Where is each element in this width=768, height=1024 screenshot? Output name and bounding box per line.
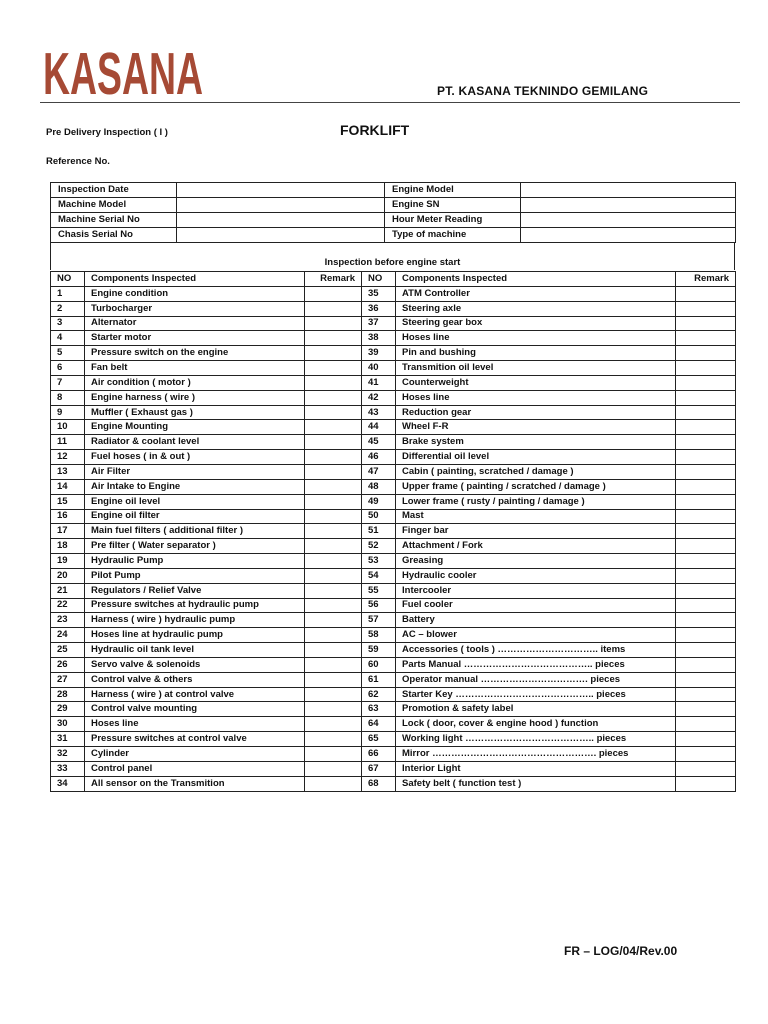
component-name: Cylinder [85,747,305,762]
item-number: 22 [51,598,85,613]
component-name: Servo valve & solenoids [85,657,305,672]
component-name: Pressure switches at control valve [85,732,305,747]
remark-field[interactable] [676,301,736,316]
checklist-body [51,286,736,791]
item-number: 1 [51,286,85,301]
component-name: AC – blower [396,628,676,643]
remark-field[interactable] [305,761,362,776]
component-name: Air Filter [85,464,305,479]
item-number: 16 [51,509,85,524]
component-name: Turbocharger [85,301,305,316]
component-name: Pressure switches at hydraulic pump [85,598,305,613]
item-number: 53 [362,554,396,569]
checklist-row [51,687,736,702]
item-number: 18 [51,539,85,554]
remark-field[interactable] [676,435,736,450]
checklist-row [51,331,736,346]
checklist-row [51,286,736,301]
info-value-field[interactable] [521,227,736,242]
remark-field[interactable] [305,331,362,346]
component-name: Wheel F-R [396,420,676,435]
column-header-component: Components Inspected [85,272,305,287]
component-name: Pin and bushing [396,346,676,361]
checklist-row [51,494,736,509]
info-row [51,212,736,227]
info-value-field[interactable] [177,183,385,198]
remark-field[interactable] [305,702,362,717]
item-number: 34 [51,776,85,791]
remark-field[interactable] [305,390,362,405]
component-name: Promotion & safety label [396,702,676,717]
machine-info-table [50,182,736,243]
item-number: 61 [362,672,396,687]
item-number: 49 [362,494,396,509]
checklist-row [51,435,736,450]
remark-field[interactable] [676,479,736,494]
remark-field[interactable] [305,435,362,450]
checklist-row [51,776,736,791]
component-name: Working light ………………………………….. pieces [396,732,676,747]
component-name: Steering axle [396,301,676,316]
item-number: 50 [362,509,396,524]
column-header-component: Components Inspected [396,272,676,287]
checklist-row [51,346,736,361]
reference-number-label: Reference No. [46,156,110,167]
component-name: Mirror ……………………………………………. pieces [396,747,676,762]
item-number: 21 [51,583,85,598]
component-name: Brake system [396,435,676,450]
remark-field[interactable] [676,390,736,405]
info-label: Engine SN [385,197,521,212]
component-name: All sensor on the Transmition [85,776,305,791]
remark-field[interactable] [676,687,736,702]
checklist-row [51,405,736,420]
component-name: Attachment / Fork [396,539,676,554]
item-number: 47 [362,464,396,479]
info-label: Chasis Serial No [51,227,177,242]
component-name: Radiator & coolant level [85,435,305,450]
component-name: Hoses line at hydraulic pump [85,628,305,643]
item-number: 7 [51,375,85,390]
checklist-row [51,554,736,569]
remark-field[interactable] [676,583,736,598]
item-number: 24 [51,628,85,643]
item-number: 31 [51,732,85,747]
item-number: 14 [51,479,85,494]
info-value-field[interactable] [177,197,385,212]
item-number: 4 [51,331,85,346]
form-title: Pre Delivery Inspection ( I ) [46,127,168,138]
document-code: FR – LOG/04/Rev.00 [564,944,678,958]
component-name: ATM Controller [396,286,676,301]
item-number: 66 [362,747,396,762]
checklist-row [51,657,736,672]
info-row [51,197,736,212]
remark-field[interactable] [676,346,736,361]
item-number: 58 [362,628,396,643]
component-name: Engine harness ( wire ) [85,390,305,405]
info-value-field[interactable] [521,212,736,227]
item-number: 26 [51,657,85,672]
item-number: 9 [51,405,85,420]
component-name: Hoses line [396,331,676,346]
remark-field[interactable] [676,375,736,390]
remark-field[interactable] [305,747,362,762]
item-number: 59 [362,643,396,658]
component-name: Transmition oil level [396,361,676,376]
component-name: Muffler ( Exhaust gas ) [85,405,305,420]
component-name: Air condition ( motor ) [85,375,305,390]
component-name: Reduction gear [396,405,676,420]
item-number: 60 [362,657,396,672]
item-number: 40 [362,361,396,376]
remark-field[interactable] [305,554,362,569]
remark-field[interactable] [305,509,362,524]
component-name: Safety belt ( function test ) [396,776,676,791]
checklist-row [51,747,736,762]
remark-field[interactable] [305,732,362,747]
remark-field[interactable] [676,405,736,420]
component-name: Engine condition [85,286,305,301]
item-number: 64 [362,717,396,732]
remark-field[interactable] [305,628,362,643]
item-number: 55 [362,583,396,598]
checklist-row [51,761,736,776]
remark-field[interactable] [305,598,362,613]
remark-field[interactable] [305,613,362,628]
remark-field[interactable] [305,479,362,494]
component-name: Hydraulic cooler [396,568,676,583]
remark-field[interactable] [676,732,736,747]
remark-field[interactable] [676,702,736,717]
item-number: 43 [362,405,396,420]
item-number: 57 [362,613,396,628]
remark-field[interactable] [676,286,736,301]
column-header-remark: Remark [676,272,736,287]
company-name: PT. KASANA TEKNINDO GEMILANG [437,84,649,98]
item-number: 8 [51,390,85,405]
checklist-row [51,613,736,628]
remark-field[interactable] [676,554,736,569]
component-name: Fan belt [85,361,305,376]
item-number: 38 [362,331,396,346]
component-name: Pre filter ( Water separator ) [85,539,305,554]
component-name: Fuel cooler [396,598,676,613]
component-name: Accessories ( tools ) ………………………….. items [396,643,676,658]
item-number: 68 [362,776,396,791]
checklist-row [51,509,736,524]
remark-field[interactable] [305,672,362,687]
remark-field[interactable] [305,405,362,420]
remark-field[interactable] [676,464,736,479]
remark-field[interactable] [676,643,736,658]
component-name: Intercooler [396,583,676,598]
remark-field[interactable] [305,346,362,361]
remark-field[interactable] [305,301,362,316]
info-row [51,183,736,198]
remark-field[interactable] [676,776,736,791]
item-number: 54 [362,568,396,583]
component-name: Finger bar [396,524,676,539]
item-number: 13 [51,464,85,479]
checklist-row [51,420,736,435]
info-value-field[interactable] [177,227,385,242]
component-name: Hydraulic oil tank level [85,643,305,658]
remark-field[interactable] [305,687,362,702]
column-header-remark: Remark [305,272,362,287]
checklist-row [51,539,736,554]
item-number: 6 [51,361,85,376]
component-name: Starter motor [85,331,305,346]
kasana-logo-graphic [43,41,205,107]
component-name: Control valve & others [85,672,305,687]
remark-field[interactable] [676,331,736,346]
remark-field[interactable] [676,747,736,762]
checklist-row [51,732,736,747]
component-name: Mast [396,509,676,524]
component-name: Battery [396,613,676,628]
checklist-row [51,568,736,583]
inspection-section-header [50,242,735,270]
remark-field[interactable] [305,524,362,539]
checklist-row [51,464,736,479]
remark-field[interactable] [676,672,736,687]
checklist-header-row [51,272,736,287]
item-number: 37 [362,316,396,331]
component-name: Air Intake to Engine [85,479,305,494]
component-name: Main fuel filters ( additional filter ) [85,524,305,539]
component-name: Alternator [85,316,305,331]
component-name: Steering gear box [396,316,676,331]
info-label: Type of machine [385,227,521,242]
remark-field[interactable] [305,420,362,435]
item-number: 10 [51,420,85,435]
item-number: 67 [362,761,396,776]
item-number: 20 [51,568,85,583]
item-number: 23 [51,613,85,628]
info-label: Engine Model [385,183,521,198]
item-number: 29 [51,702,85,717]
remark-field[interactable] [676,539,736,554]
component-name: Engine Mounting [85,420,305,435]
item-number: 32 [51,747,85,762]
checklist-row [51,316,736,331]
component-name: Lower frame ( rusty / painting / damage ) [396,494,676,509]
remark-field[interactable] [305,361,362,376]
item-number: 42 [362,390,396,405]
remark-field[interactable] [305,539,362,554]
checklist-row [51,524,736,539]
item-number: 33 [51,761,85,776]
section-title: Inspection before engine start [324,257,461,268]
component-name: Engine oil level [85,494,305,509]
checklist-row [51,672,736,687]
remark-field[interactable] [305,494,362,509]
remark-field[interactable] [676,568,736,583]
item-number: 45 [362,435,396,450]
item-number: 19 [51,554,85,569]
component-name: Pilot Pump [85,568,305,583]
item-number: 65 [362,732,396,747]
component-name: Pressure switch on the engine [85,346,305,361]
component-name: Control panel [85,761,305,776]
column-header-no: NO [51,272,85,287]
remark-field[interactable] [305,450,362,465]
remark-field[interactable] [676,628,736,643]
info-label: Machine Model [51,197,177,212]
item-number: 11 [51,435,85,450]
column-header-no: NO [362,272,396,287]
checklist-row [51,598,736,613]
checklist-row [51,702,736,717]
item-number: 51 [362,524,396,539]
item-number: 25 [51,643,85,658]
component-name: Operator manual ……………………………. pieces [396,672,676,687]
checklist-row [51,643,736,658]
remark-field[interactable] [305,643,362,658]
remark-field[interactable] [676,509,736,524]
component-name: Greasing [396,554,676,569]
checklist-row [51,301,736,316]
component-name: Upper frame ( painting / scratched / damage ) [396,479,676,494]
remark-field[interactable] [305,776,362,791]
item-number: 12 [51,450,85,465]
checklist-row [51,375,736,390]
item-number: 36 [362,301,396,316]
remark-field[interactable] [305,583,362,598]
remark-field[interactable] [676,361,736,376]
remark-field[interactable] [676,494,736,509]
component-name: Starter Key …………………………………….. pieces [396,687,676,702]
component-name: Interior Light [396,761,676,776]
remark-field[interactable] [676,761,736,776]
remark-field[interactable] [676,613,736,628]
item-number: 41 [362,375,396,390]
remark-field[interactable] [676,316,736,331]
remark-field[interactable] [305,717,362,732]
item-number: 52 [362,539,396,554]
remark-field[interactable] [305,286,362,301]
remark-field[interactable] [305,316,362,331]
remark-field[interactable] [676,598,736,613]
component-name: Cabin ( painting, scratched / damage ) [396,464,676,479]
remark-field[interactable] [676,524,736,539]
item-number: 63 [362,702,396,717]
component-name: Regulators / Relief Valve [85,583,305,598]
item-number: 56 [362,598,396,613]
component-name: Hoses line [396,390,676,405]
info-label: Machine Serial No [51,212,177,227]
item-number: 15 [51,494,85,509]
item-number: 5 [51,346,85,361]
component-name: Counterweight [396,375,676,390]
remark-field[interactable] [676,657,736,672]
component-name: Hydraulic Pump [85,554,305,569]
document-type-heading: FORKLIFT [340,122,410,138]
item-number: 62 [362,687,396,702]
remark-field[interactable] [676,717,736,732]
component-name: Harness ( wire ) hydraulic pump [85,613,305,628]
item-number: 35 [362,286,396,301]
remark-field[interactable] [305,375,362,390]
inspection-checklist-table [50,271,736,792]
checklist-row [51,717,736,732]
remark-field[interactable] [676,450,736,465]
item-number: 17 [51,524,85,539]
checklist-row [51,583,736,598]
component-name: Engine oil filter [85,509,305,524]
company-logo [43,41,205,107]
component-name: Hoses line [85,717,305,732]
component-name: Differential oil level [396,450,676,465]
item-number: 48 [362,479,396,494]
remark-field[interactable] [305,657,362,672]
info-value-field[interactable] [521,197,736,212]
info-value-field[interactable] [521,183,736,198]
logo-wordmark: KASANA [43,41,203,107]
checklist-row [51,390,736,405]
item-number: 3 [51,316,85,331]
item-number: 44 [362,420,396,435]
remark-field[interactable] [305,568,362,583]
item-number: 27 [51,672,85,687]
component-name: Control valve mounting [85,702,305,717]
component-name: Harness ( wire ) at control valve [85,687,305,702]
checklist-row [51,450,736,465]
info-value-field[interactable] [177,212,385,227]
info-row [51,227,736,242]
checklist-row [51,361,736,376]
remark-field[interactable] [676,420,736,435]
remark-field[interactable] [305,464,362,479]
header-divider [40,102,740,103]
component-name: Parts Manual ………………………………….. pieces [396,657,676,672]
item-number: 46 [362,450,396,465]
info-label: Inspection Date [51,183,177,198]
item-number: 30 [51,717,85,732]
checklist-row [51,479,736,494]
component-name: Fuel hoses ( in & out ) [85,450,305,465]
checklist-row [51,628,736,643]
item-number: 2 [51,301,85,316]
component-name: Lock ( door, cover & engine hood ) function [396,717,676,732]
info-label: Hour Meter Reading [385,212,521,227]
item-number: 28 [51,687,85,702]
item-number: 39 [362,346,396,361]
